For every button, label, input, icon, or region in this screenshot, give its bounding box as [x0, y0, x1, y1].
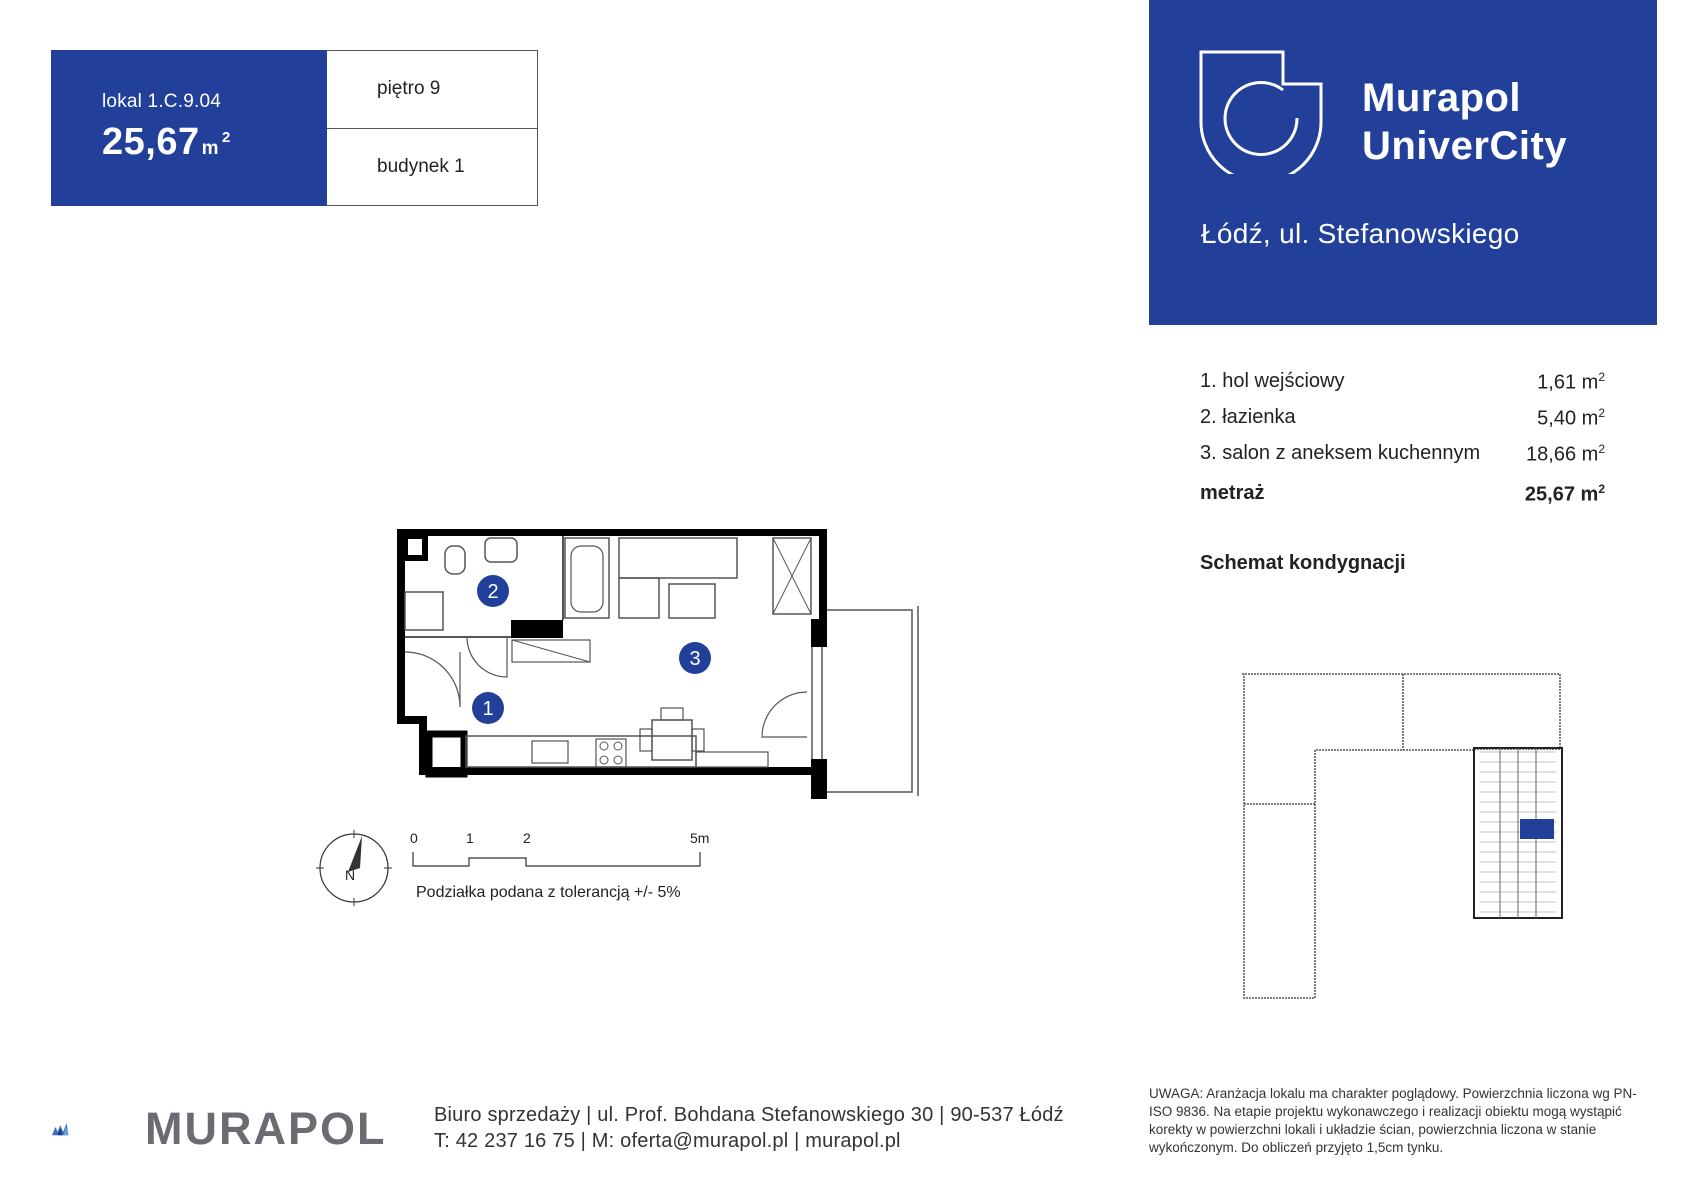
room-area: 18,66 $m^2$	[1526, 442, 1605, 466]
unit-info-box	[51, 50, 538, 206]
highlighted-tower	[1474, 748, 1562, 918]
footer-logo-text: MURAPOL	[145, 1103, 387, 1154]
coffee-table	[669, 584, 715, 618]
unit-summary	[51, 50, 327, 206]
floor-plan	[392, 524, 932, 804]
scale-tick-label: 0	[410, 830, 418, 846]
balcony	[827, 610, 912, 792]
footer-disclaimer: UWAGA: Aranżacja lokalu ma charakter poglądowy. Powierzchnia liczona wg PN-ISO 9836. Na etapie projektu wykonawczego i realizacji obiektu mogą wystąpić korekty w powierzchni lokali i układzie ścian, powierzchnia liczona w stanie wykończonym. Do obliczeń przyjęto 1,5cm tynku.	[1149, 1086, 1637, 1155]
dining-table	[652, 720, 692, 760]
compass-icon	[316, 830, 392, 906]
column	[811, 759, 827, 799]
scale-ruler	[412, 850, 712, 870]
univercity-logo-icon	[1199, 50, 1323, 174]
wall-bath	[511, 620, 563, 638]
brand-name	[1362, 74, 1567, 170]
unit-building: budynek 1	[327, 128, 537, 205]
room-area: 5,40 $m^2$	[1537, 406, 1605, 430]
brand-header	[1149, 0, 1657, 325]
unit-area-value: 25,67	[102, 121, 200, 163]
column	[405, 536, 425, 558]
scale-note: Podziałka podana z tolerancją +/- 5%	[416, 884, 681, 901]
door-bathroom	[467, 637, 507, 677]
room-label: 1. hol wejściowy	[1200, 370, 1345, 392]
schema-title: Schemat kondygnacji	[1200, 552, 1406, 574]
footer-office-address: Biuro sprzedaży | ul. Prof. Bohdana Stefanowskiego 30 | 90-537 Łódź	[434, 1104, 1064, 1126]
unit-details	[327, 50, 538, 206]
room-row	[1200, 370, 1605, 406]
room-marker-1	[472, 692, 504, 724]
compass-north-label: N	[344, 867, 356, 883]
room-row	[1200, 442, 1605, 478]
footer-office	[434, 1102, 1064, 1154]
brand-city: Łódź, ul. Stefanowskiego	[1201, 218, 1520, 249]
sofa	[619, 538, 737, 578]
unit-area-sup: 2	[222, 129, 231, 147]
wall-top	[397, 529, 827, 536]
door-entrance	[405, 652, 460, 707]
total-area-row	[1200, 482, 1605, 518]
scale-tick-label: 1	[466, 830, 474, 846]
total-label: metraż	[1200, 482, 1265, 504]
svg-text:2: 2	[487, 581, 499, 603]
room-row	[1200, 406, 1605, 442]
room-label: 3. salon z aneksem kuchennym	[1200, 442, 1481, 464]
murapol-logo-icon	[52, 1103, 132, 1155]
rooms-list	[1200, 370, 1605, 518]
wall-step	[397, 716, 427, 775]
unit-floor: piętro 9	[377, 78, 441, 99]
room-marker-2	[477, 575, 509, 607]
wall-bottom	[419, 767, 827, 775]
scale-tick-label: 2	[523, 830, 531, 846]
svg-text:1: 1	[482, 698, 494, 720]
brand-name-line2: UniverCity	[1362, 124, 1568, 168]
unit-area-unit: m	[201, 138, 219, 159]
sink	[485, 538, 517, 562]
kitchen-sink	[532, 741, 568, 763]
room-label: 2. łazienka	[1200, 406, 1296, 428]
unit-area	[102, 121, 327, 164]
svg-text:3: 3	[689, 648, 701, 670]
column	[811, 619, 827, 647]
room-area: 1,61 $m^2$	[1537, 370, 1605, 394]
scale-tick-label: 5m	[690, 830, 710, 846]
unit-location-marker	[1520, 819, 1554, 839]
building-schema	[1240, 672, 1580, 1032]
brand-name-line1: Murapol	[1362, 76, 1522, 120]
unit-label: lokal 1.C.9.04	[102, 91, 221, 112]
door-balcony	[762, 692, 807, 737]
kitchen-counter	[466, 736, 696, 767]
toilet	[445, 546, 465, 574]
footer-office-contact: T: 42 237 16 75 | M: oferta@murapol.pl | murapol.pl	[434, 1130, 901, 1152]
total-area: 25,67 $m^2$	[1524, 482, 1605, 506]
room-marker-3	[679, 642, 711, 674]
